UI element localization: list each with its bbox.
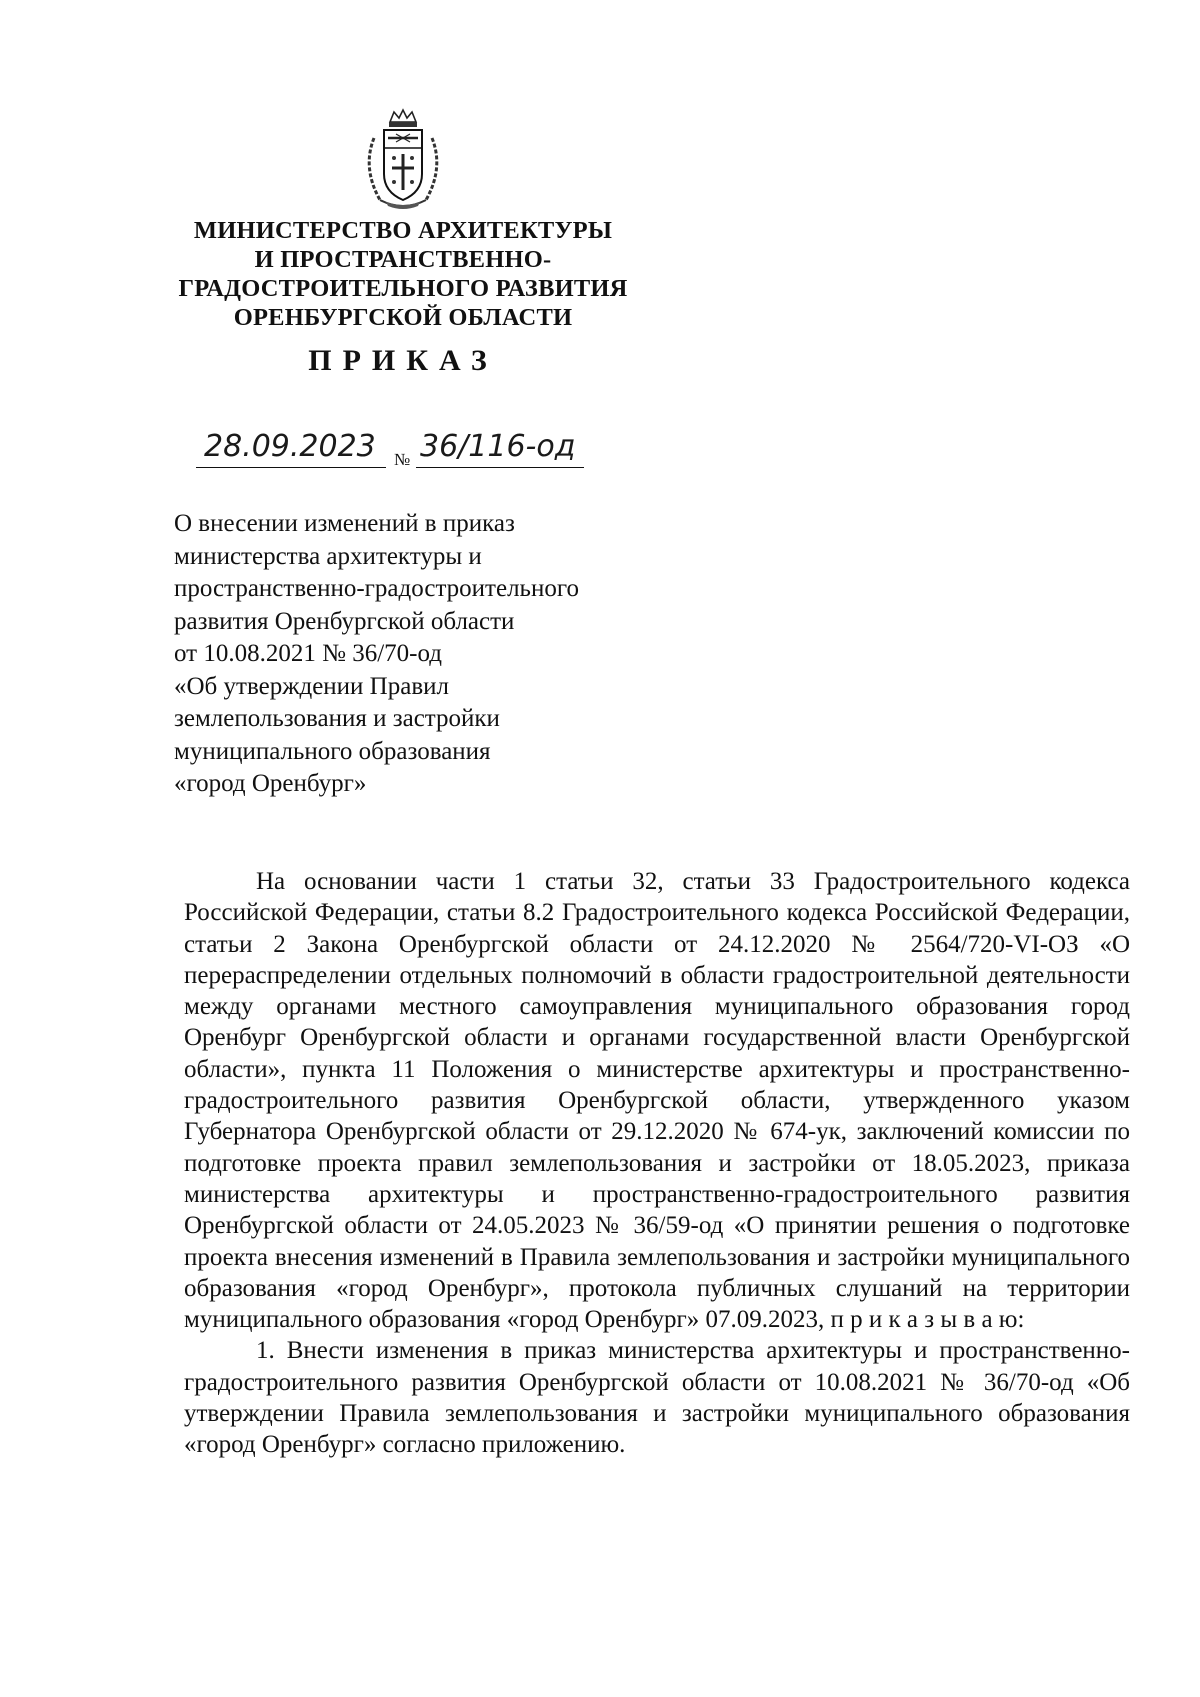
ministry-line-4: ОРЕНБУРГСКОЙ ОБЛАСТИ bbox=[233, 304, 573, 331]
handwritten-date: 28.09.2023 bbox=[204, 429, 376, 464]
order-body bbox=[184, 866, 1130, 1461]
subject-line: землепользования и застройки bbox=[174, 705, 500, 732]
ministry-line-2: И ПРОСТРАНСТВЕННО- bbox=[254, 246, 552, 273]
number-sign: № bbox=[394, 450, 411, 469]
order-subject bbox=[174, 508, 694, 801]
date-number-line bbox=[196, 426, 586, 472]
ministry-line-3: ГРАДОСТРОИТЕЛЬНОГО РАЗВИТИЯ bbox=[178, 275, 628, 302]
coat-of-arms-emblem bbox=[358, 108, 448, 213]
number-underline bbox=[416, 467, 584, 469]
subject-line: «город Оренбург» bbox=[174, 770, 367, 797]
ministry-line-1: МИНИСТЕРСТВО АРХИТЕКТУРЫ bbox=[193, 217, 613, 244]
ministry-name bbox=[158, 216, 648, 332]
preamble-paragraph: На основании части 1 статьи 32, статьи 33 Градостроительного кодекса Российской Федерации, статьи 8.2 Градостроительного кодекса Российской Федерации, статьи 2 Закона Оренбургской области от 24.12.2020 № 2564/720-VI-ОЗ «О перераспределении отдельных полномочий в области градостроительной деятельности между органами местного самоуправления муниципального образования город Оренбург Оренбургской области и органами государственной власти Оренбургской области», пункта 11 Положения о министерстве архитектуры и пространственно-градостроительного развития Оренбургской области, утвержденного указом Губернатора Оренбургской области от 29.12.2020 № 674-ук, заключений комиссии по подготовке проекта правил землепользования и застройки от 18.05.2023, приказа министерства архитектуры и пространственно-градостроительного развития Оренбургской области от 24.05.2023 № 36/59-од «О принятии решения о подготовке проекта внесения изменений в Правила землепользования и застройки муниципального образования «город Оренбург», протокола публичных слушаний на территории муниципального образования «город Оренбург» 07.09.2023, п р и к а з ы в а ю: bbox=[184, 868, 1130, 1334]
date-underline bbox=[196, 467, 386, 469]
subject-line: от 10.08.2021 № 36/70-од bbox=[174, 640, 442, 667]
subject-line: развития Оренбургской области bbox=[174, 607, 515, 635]
subject-line: «Об утверждении Правил bbox=[174, 672, 449, 700]
subject-line: министерства архитектуры и bbox=[174, 542, 482, 570]
subject-line: О внесении изменений в приказ bbox=[174, 510, 515, 537]
handwritten-number: 36/116-од bbox=[420, 429, 576, 464]
subject-line: муниципального образования bbox=[174, 737, 491, 765]
subject-line: пространственно-градостроительного bbox=[174, 575, 579, 602]
item-1-paragraph: 1. Внести изменения в приказ министерства архитектуры и пространственно-градостроительного развития Оренбургской области от 10.08.2021 № 36/70-од «Об утверждении Правила землепользования и застройки муниципального образования «город Оренбург» согласно приложению. bbox=[184, 1337, 1130, 1459]
document-type-title: ПРИКАЗ bbox=[308, 344, 498, 377]
